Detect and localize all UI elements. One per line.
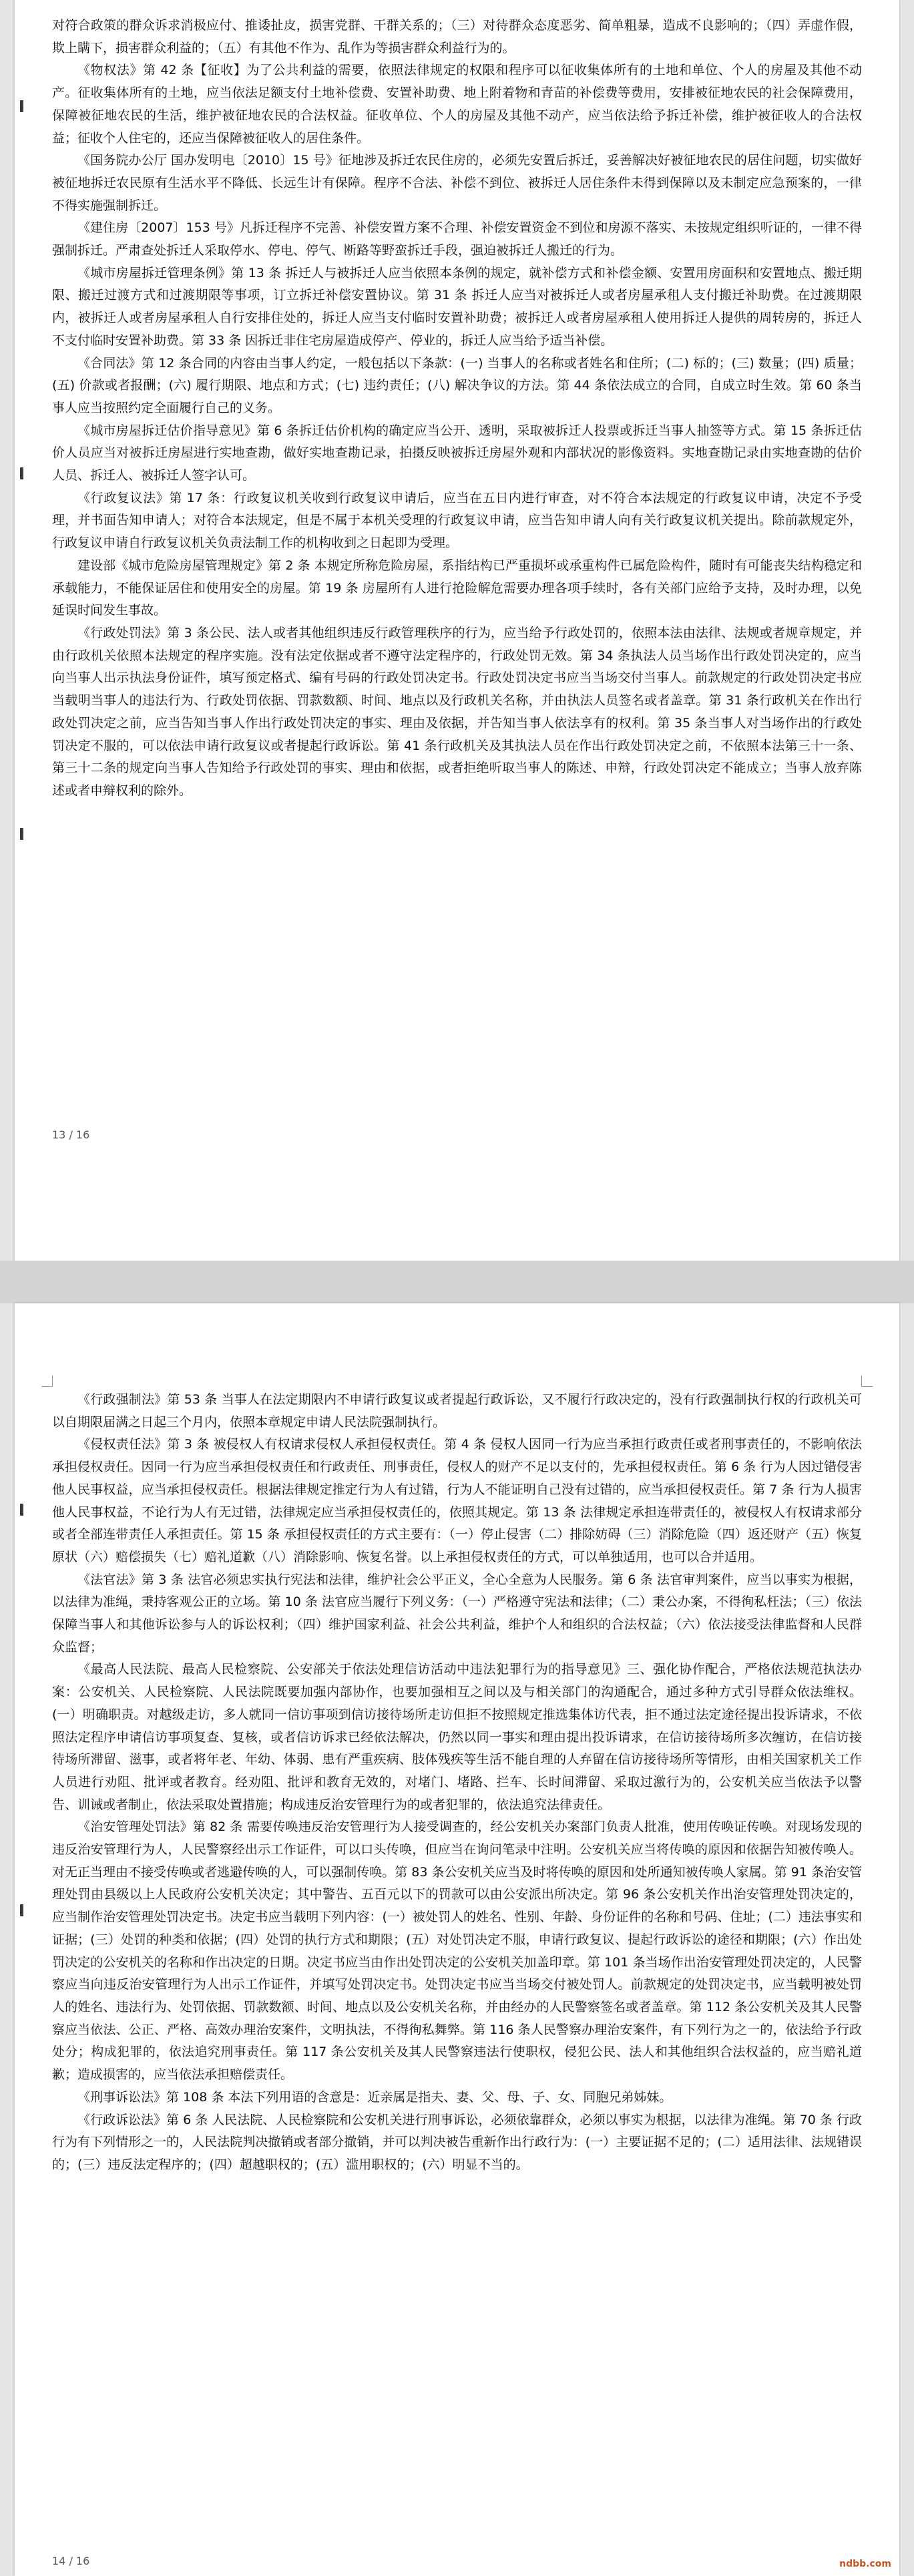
margin-marker xyxy=(20,100,23,112)
paragraph: 建设部《城市危险房屋管理规定》第 2 条 本规定所称危险房屋，系指结构已严重损坏或承重构件已属危险构件，随时有可能丧失结构稳定和承载能力，不能保证居住和使用安全的房屋。第 19 条 房屋所有人进行抢险解危需要办理各项手续时，各有关部门应给予支持，及时办理，以免延误时间发生事故。 xyxy=(52,558,862,618)
margin-corner-mark xyxy=(861,1375,873,1387)
margin-marker xyxy=(20,1904,23,1916)
document-page-13 xyxy=(15,0,899,1261)
page-number: 13 / 16 xyxy=(52,1128,90,1141)
paragraph: 《行政处罚法》第 3 条公民、法人或者其他组织违反行政管理秩序的行为，应当给予行政处罚的，依照本法由法律、法规或者规章规定，并由行政机关依照本法规定的程序实施。没有法定依据或者不遵守法定程序的，行政处罚无效。第 34 条执法人员当场作出行政处罚决定的，应当向当事人出示执法身份证件，填写预定格式、编有号码的行政处罚决定书。行政处罚决定书应当当场交付当事人。前款规定的行政处罚决定书应当载明当事人的违法行为、行政处罚依据、罚款数额、时间、地点以及行政机关名称，并由执法人员签名或者盖章。第 31 条行政机关在作出行政处罚决定之前，应当告知当事人作出行政处罚决定的事实、理由及依据，并告知当事人依法享有的权利。第 35 条当事人对当场作出的行政处罚决定不服的，可以依法申请行政复议或者提起行政诉讼。第 41 条行政机关及其执法人员在作出行政处罚决定之前，不依照本法第三十一条、第三十二条的规定向当事人告知给予行政处罚的事实、理由和依据，或者拒绝听取当事人的陈述、申辩，行政处罚决定不能成立；当事人放弃陈述或者申辩权利的除外。 xyxy=(52,625,862,798)
page-separator xyxy=(0,1261,914,1303)
paragraph: 《建住房〔2007〕153 号》凡拆迁程序不完善、补偿安置方案不合理、补偿安置资金不到位和房源不落实、未按规定组织听证的，一律不得强制拆迁。严肃查处拆迁人采取停水、停电、停气、断路等野蛮拆迁手段，强迫被拆迁人搬迁的行为。 xyxy=(52,220,862,258)
document-page-14 xyxy=(15,1303,899,2576)
paragraph: 《法官法》第 3 条 法官必须忠实执行宪法和法律，维护社会公平正义，全心全意为人民服务。第 6 条 法官审判案件，应当以事实为根据，以法律为准绳，秉持客观公正的立场。第 10 条 法官应当履行下列义务：（一）严格遵守宪法和法律；（二）秉公办案，不得徇私枉法；（三）依法保障当事人和其他诉讼参与人的诉讼权利；（四）维护国家利益、社会公共利益，维护个人和组织的合法权益；（六）依法接受法律监督和人民群众监督； xyxy=(52,1572,862,1655)
margin-corner-mark xyxy=(41,1375,53,1387)
paragraph: 《城市房屋拆迁管理条例》第 13 条 拆迁人与被拆迁人应当依照本条例的规定，就补偿方式和补偿金额、安置用房面积和安置地点、搬迁期限、搬迁过渡方式和过渡期限等事项，订立拆迁补偿安置协议。第 31 条 拆迁人应当对被拆迁人或者房屋承租人支付搬迁补助费。在过渡期限内，被拆迁人或者房屋承租人自行安排住处的，拆迁人应当支付临时安置补助费；被拆迁人或者房屋承租人使用拆迁人提供的周转房的，拆迁人不支付临时安置补助费。第 33 条 因拆迁非住宅房屋造成停产、停业的，拆迁人应当给予适当补偿。 xyxy=(52,265,862,348)
margin-marker xyxy=(20,1504,23,1516)
paragraph: 《治安管理处罚法》第 82 条 需要传唤违反治安管理行为人接受调查的，经公安机关办案部门负责人批准，使用传唤证传唤。对现场发现的违反治安管理行为人，人民警察经出示工作证件，可以口头传唤，但应当在询问笔录中注明。公安机关应当将传唤的原因和依据告知被传唤人。对无正当理由不接受传唤或者逃避传唤的人，可以强制传唤。第 83 条公安机关应当及时将传唤的原因和处所通知被传唤人家属。第 91 条治安管理处罚由县级以上人民政府公安机关决定；其中警告、五百元以下的罚款可以由公安派出所决定。第 96 条公安机关作出治安管理处罚决定的，应当制作治安管理处罚决定书。决定书应当载明下列内容：(一）被处罚人的姓名、性别、年龄、身份证件的名称和号码、住址；(二）违法事实和证据；(三）处罚的种类和依据；(四）处罚的执行方式和期限；(五）对处罚决定不服，申请行政复议、提起行政诉讼的途径和期限；(六）作出处罚决定的公安机关的名称和作出决定的日期。决定书应当由作出处罚决定的公安机关加盖印章。第 101 条当场作出治安管理处罚决定的，人民警察应当向违反治安管理行为人出示工作证件，并填写处罚决定书。处罚决定书应当当场交付被处罚人。前款规定的处罚决定书，应当载明被处罚人的姓名、违法行为、处罚依据、罚款数额、时间、地点以及公安机关名称，并由经办的人民警察签名或者盖章。第 112 条公安机关及其人民警察应当依法、公正、严格、高效办理治安案件，文明执法，不得徇私舞弊。第 116 条人民警察办理治安案件，有下列行为之一的，依法给予行政处分；构成犯罪的，依法追究刑事责任。第 117 条公安机关及其人民警察违法行使职权，侵犯公民、法人和其他组织合法权益的，应当赔礼道歉；造成损害的，应当依法承担赔偿责任。 xyxy=(52,1819,862,2083)
paragraph: 《国务院办公厅 国办发明电〔2010〕15 号》征地涉及拆迁农民住房的，必须先安置后拆迁，妥善解决好被征地农民的居住问题，切实做好被征地拆迁农民原有生活水平不降低、长远生计有保障。程序不合法、补偿不到位、被拆迁人居住条件未得到保障以及未制定应急预案的，一律不得实施强制拆迁。 xyxy=(52,153,862,213)
paragraph: 《合同法》第 12 条合同的内容由当事人约定，一般包括以下条款：(一) 当事人的名称或者姓名和住所；(二) 标的；(三) 数量；(四) 质量；(五) 价款或者报酬；(六) 履行期限、地点和方式；(七) 违约责任；(八) 解决争议的方法。第 44 条依法成立的合同，自成立时生效。第 60 条当事人应当按照约定全面履行自己的义务。 xyxy=(52,355,862,415)
watermark-logo: ndbb.com xyxy=(839,2559,891,2569)
paragraph: 《刑事诉讼法》第 108 条 本法下列用语的含意是：近亲属是指夫、妻、父、母、子、女、同胞兄弟姊妹。 xyxy=(77,2089,672,2105)
paragraph: 《行政诉讼法》第 6 条 人民法院、人民检察院和公安机关进行刑事诉讼，必须依靠群众，必须以事实为根据，以法律为准绳。第 70 条 行政行为有下列情形之一的，人民法院判决撤销或者部分撤销，并可以判决被告重新作出行政行为：(一）主要证据不足的；(二）适用法律、法规错误的；(三）违反法定程序的；(四）超越职权的；(五）滥用职权的；(六）明显不当的。 xyxy=(52,2112,862,2172)
paragraph: 《物权法》第 42 条【征收】为了公共利益的需要，依照法律规定的权限和程序可以征收集体所有的土地和单位、个人的房屋及其他不动产。征收集体所有的土地，应当依法足额支付土地补偿费、安置补助费、地上附着物和青苗的补偿费等费用，安排被征地农民的社会保障费用，保障被征地农民的生活，维护被征地农民的合法权益。征收单位、个人的房屋及其他不动产，应当依法给予拆迁补偿，维护被征收人的合法权益；征收个人住宅的，还应当保障被征收人的居住条件。 xyxy=(52,63,862,146)
paragraph: 《行政复议法》第 17 条：行政复议机关收到行政复议申请后，应当在五日内进行审查，对不符合本法规定的行政复议申请，决定不予受理，并书面告知申请人；对符合本法规定，但是不属于本机关受理的行政复议申请，应当告知申请人向有关行政复议机关提出。除前款规定外，行政复议申请自行政复议机关负责法制工作的机构收到之日起即为受理。 xyxy=(52,490,862,551)
paragraph: 《最高人民法院、最高人民检察院、公安部关于依法处理信访活动中违法犯罪行为的指导意见》三、强化协作配合，严格依法规范执法办案：公安机关、人民检察院、人民法院既要加强内部协作，也要加强相互之间以及与相关部门的沟通配合，通过多种方式引导群众依法维权。(一）明确职责。对越级走访，多人就同一信访事项到信访接待场所走访但拒不按照规定推选集体访代表，拒不通过法定途径提出投诉请求，不依照法定程序申请信访事项复查、复核，或者信访诉求已经依法解决，仍然以同一事实和理由提出投诉请求，在信访接待场所多次缠访，在信访接待场所滞留、滋事，或者将年老、年幼、体弱、患有严重疾病、肢体残疾等生活不能自理的人弃留在信访接待场所等情形，由相关国家机关工作人员进行劝阻、批评或者教育。经劝阻、批评和教育无效的，对堵门、堵路、拦车、长时间滞留、采取过激行为的，公安机关应当依法予以警告、训诫或者制止，依法采取处置措施；构成违反治安管理行为的或者犯罪的，依法追究法律责任。 xyxy=(52,1662,862,1812)
paragraph: 《侵权责任法》第 3 条 被侵权人有权请求侵权人承担侵权责任。第 4 条 侵权人因同一行为应当承担行政责任或者刑事责任的，不影响依法承担侵权责任。因同一行为应当承担侵权责任和行政责任、刑事责任，侵权人的财产不足以支付的，先承担侵权责任。第 6 条 行为人因过错侵害他人民事权益，应当承担侵权责任。根据法律规定推定行为人有过错，行为人不能证明自己没有过错的，应当承担侵权责任。第 7 条 行为人损害他人民事权益，不论行为人有无过错，法律规定应当承担侵权责任的，依照其规定。第 13 条 法律规定承担连带责任的，被侵权人有权请求部分或者全部连带责任人承担责任。第 15 条 承担侵权责任的方式主要有：（一）停止侵害（二）排除妨碍（三）消除危险（四）返还财产（五）恢复原状（六）赔偿损失（七）赔礼道歉（八）消除影响、恢复名誉。以上承担侵权责任的方式，可以单独适用，也可以合并适用。 xyxy=(52,1437,862,1564)
page-number: 14 / 16 xyxy=(52,2555,90,2567)
paragraph: 对符合政策的群众诉求消极应付、推诿扯皮，损害党群、干群关系的；（三）对待群众态度恶劣、简单粗暴，造成不良影响的；（四）弄虚作假，欺上瞒下，损害群众利益的；（五）有其他不作为、乱作为等损害群众利益行为的。 xyxy=(52,18,862,55)
margin-marker xyxy=(20,828,23,840)
paragraph: 《行政强制法》第 53 条 当事人在法定期限内不申请行政复议或者提起行政诉讼，又不履行行政决定的，没有行政强制执行权的行政机关可以自期限届满之日起三个月内，依照本章规定申请人民法院强制执行。 xyxy=(52,1392,862,1430)
paragraph: 《城市房屋拆迁估价指导意见》第 6 条拆迁估价机构的确定应当公开、透明，采取被拆迁人投票或拆迁当事人抽签等方式。第 15 条拆迁估价人员应当对被拆迁房屋进行实地查勘，做好实地查勘记录，拍摄反映被拆迁房屋外观和内部状况的影像资料。实地查勘记录由实地查勘的估价人员、拆迁人、被拆迁人签字认可。 xyxy=(52,423,862,483)
margin-marker xyxy=(20,467,23,479)
